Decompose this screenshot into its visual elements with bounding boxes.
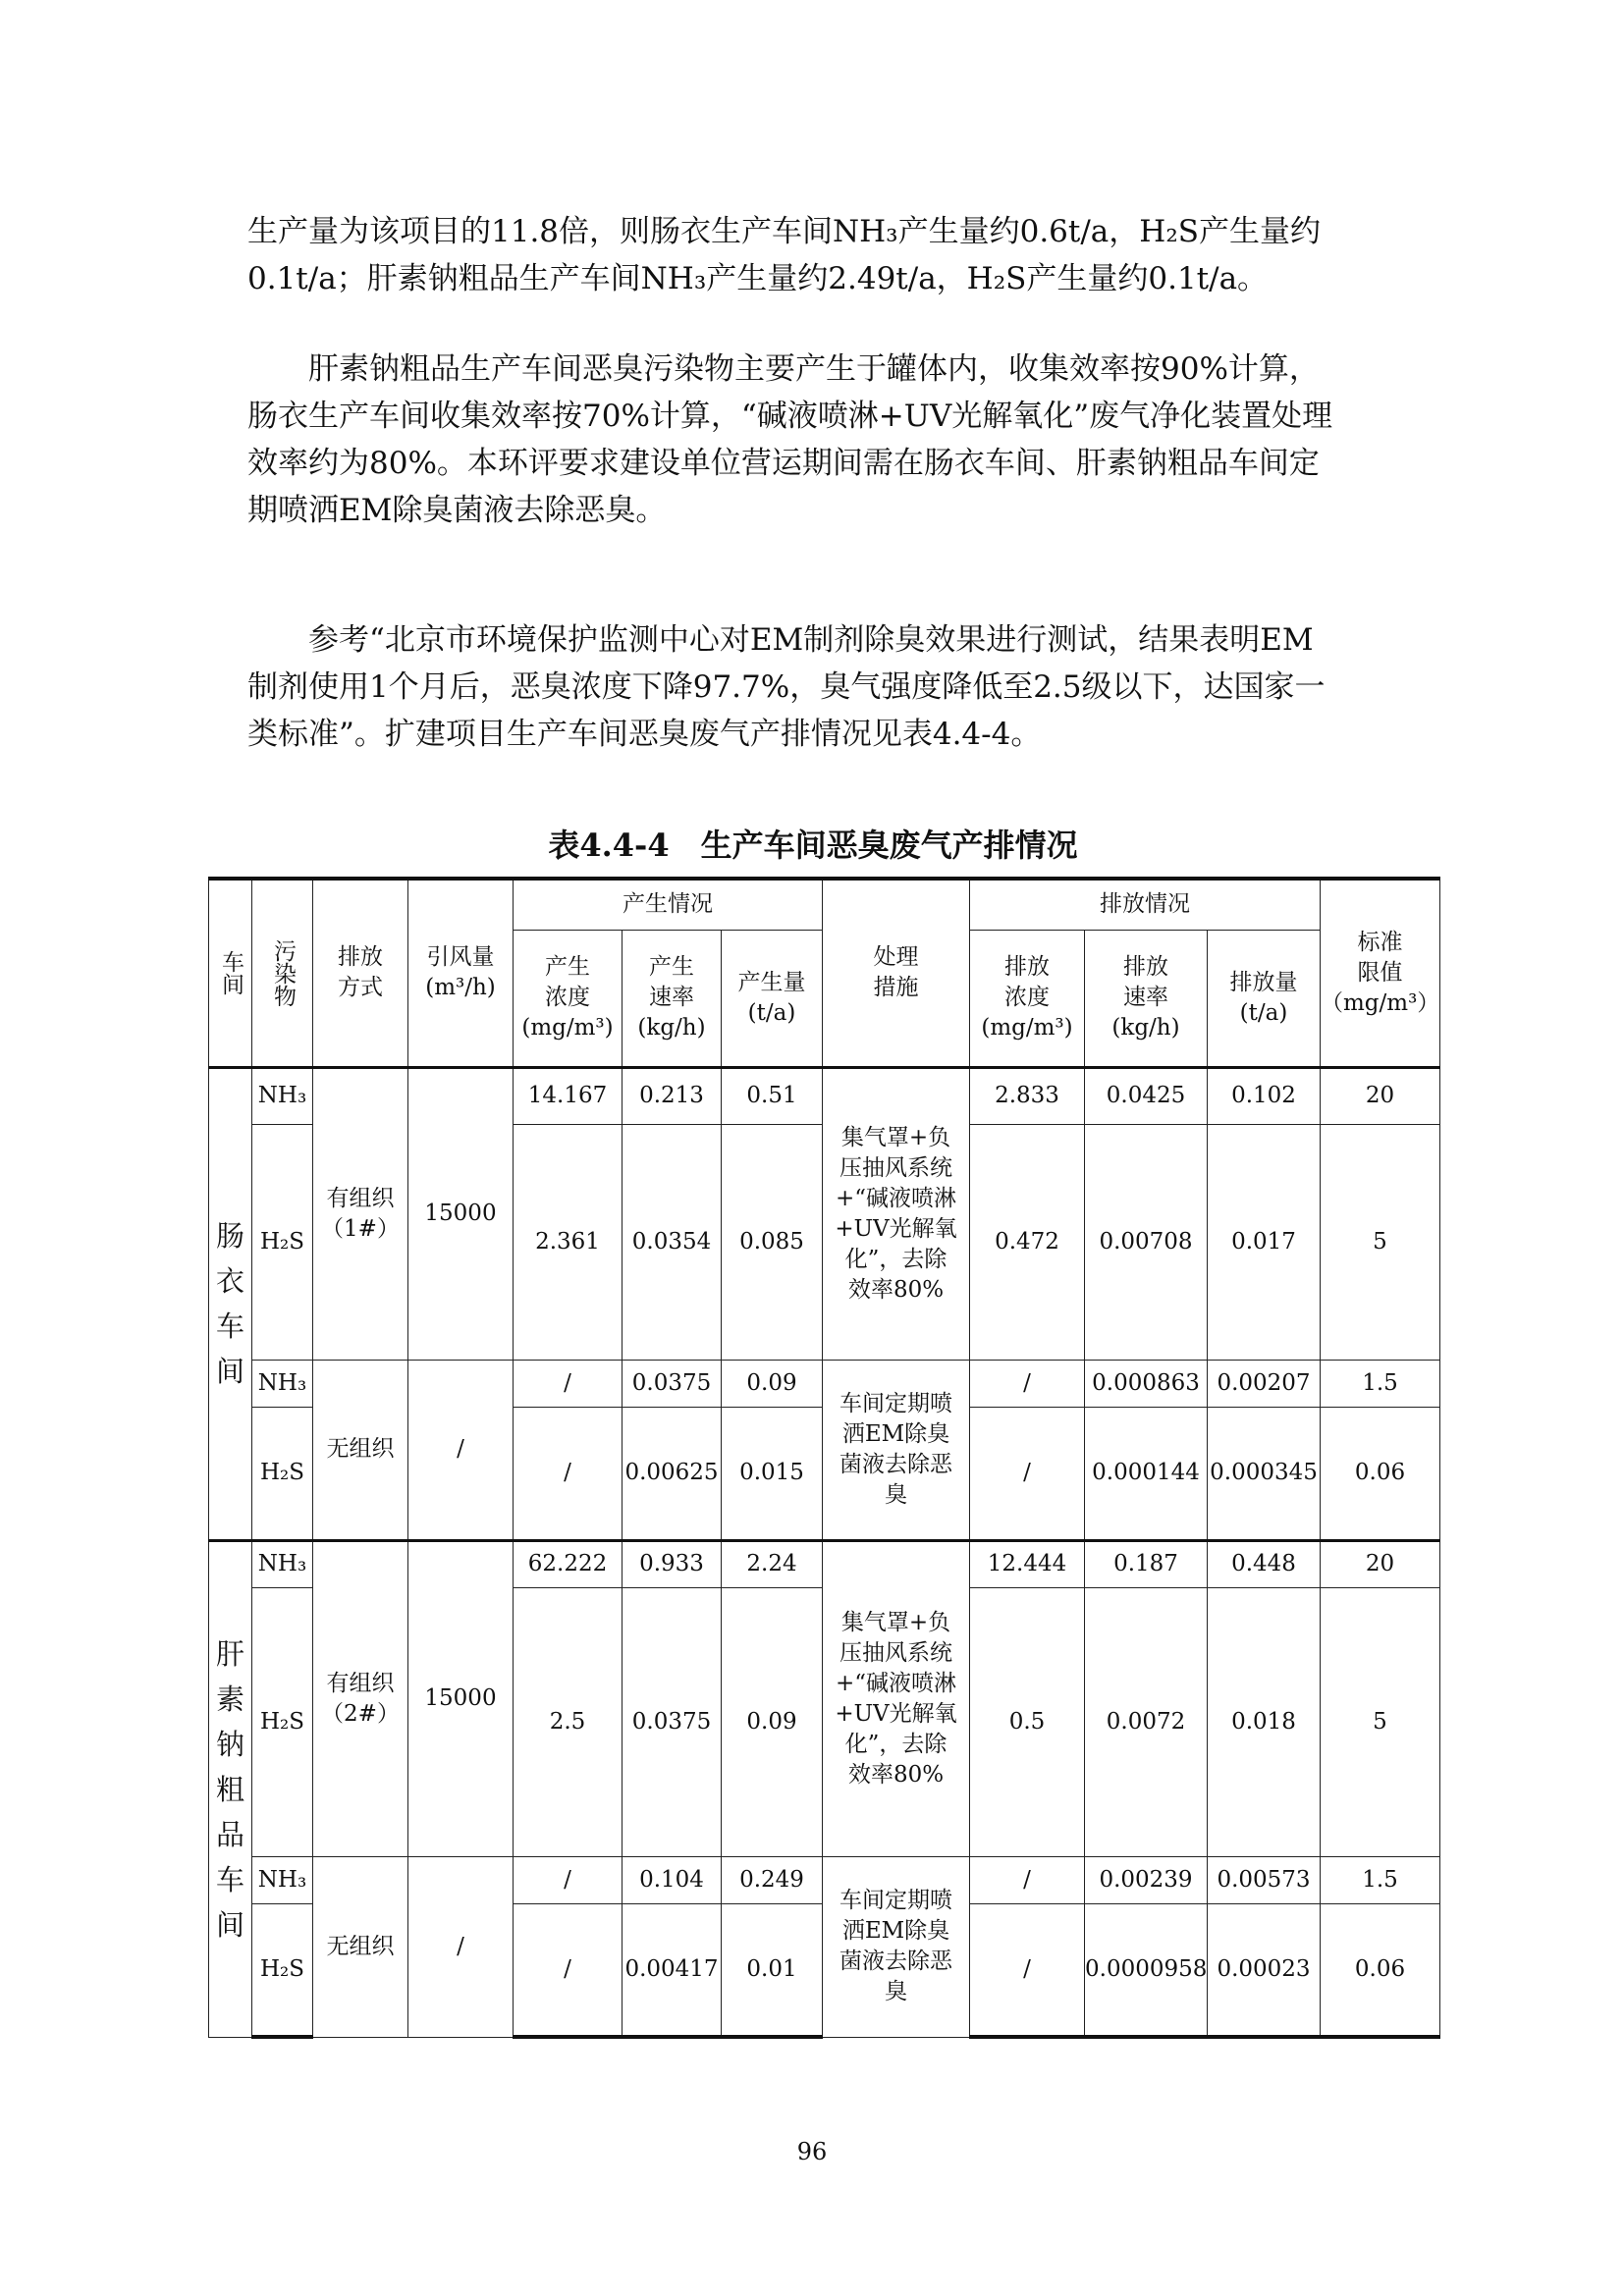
header-airflow-text: 引风量 — [426, 944, 495, 971]
amount-cell: 0.09 — [722, 1587, 823, 1856]
pollutant-cell: NH₃ — [252, 1067, 313, 1124]
pollutant-cell: H₂S — [252, 1587, 313, 1856]
text-line: 生产量为该项目的11.8倍，则肠衣生产车间NH₃产生量约0.6t/a，H₂S产生量约 — [247, 214, 1321, 249]
e-rate-cell: 0.00708 — [1085, 1124, 1208, 1360]
pollutant-cell: NH₃ — [252, 1360, 313, 1407]
conc-cell: / — [514, 1856, 623, 1903]
header-discharge-mode — [313, 879, 408, 1067]
header-generation-group: 产生情况 — [514, 879, 823, 930]
e-rate-cell: 0.000863 — [1085, 1360, 1208, 1407]
e-amount-cell: 0.102 — [1208, 1067, 1321, 1124]
rate-cell: 0.0375 — [623, 1360, 722, 1407]
text-line: 效率约为80%。本环评要求建设单位营运期间需在肠衣车间、肝素钠粗品车间定 — [247, 446, 1320, 481]
rate-cell: 0.00417 — [623, 1903, 722, 2037]
e-conc-cell: / — [970, 1903, 1085, 2037]
e-amount-cell: 0.00023 — [1208, 1903, 1321, 2037]
conc-cell: 14.167 — [514, 1067, 623, 1124]
pollutant-cell: H₂S — [252, 1903, 313, 2037]
mode-text: 有组织（1#） — [321, 1185, 400, 1242]
header-limit — [1321, 879, 1440, 1067]
limit-cell: 5 — [1321, 1587, 1440, 1856]
header-e-amount-text: 排放量 — [1229, 969, 1298, 995]
text-line: 参考“北京市环境保护监测中心对EM制剂除臭效果进行测试，结果表明EM — [308, 622, 1314, 658]
text-line: 肠衣生产车间收集效率按70%计算，“碱液喷淋+UV光解氧化”废气净化装置处理 — [247, 399, 1333, 434]
airflow-cell: 15000 — [408, 1067, 514, 1360]
text-line: 类标准”。扩建项目生产车间恶臭废气产排情况见表4.4-4。 — [247, 717, 1042, 752]
limit-cell: 20 — [1321, 1540, 1440, 1587]
limit-cell: 1.5 — [1321, 1856, 1440, 1903]
e-amount-cell: 0.017 — [1208, 1124, 1321, 1360]
e-rate-cell: 0.0072 — [1085, 1587, 1208, 1856]
treatment-text: 集气罩+负压抽风系统+“碱液喷淋+UV光解氧化”，去除效率80% — [835, 1609, 957, 1788]
limit-cell: 20 — [1321, 1067, 1440, 1124]
e-conc-cell: 2.833 — [970, 1067, 1085, 1124]
e-conc-cell: / — [970, 1360, 1085, 1407]
amount-cell: 2.24 — [722, 1540, 823, 1587]
amount-cell: 0.09 — [722, 1360, 823, 1407]
header-e-amount-unit: (t/a) — [1239, 999, 1288, 1026]
limit-cell: 1.5 — [1321, 1360, 1440, 1407]
conc-cell: / — [514, 1407, 623, 1540]
header-discharge-mode-text: 排放方式 — [338, 944, 383, 1001]
table-caption: 表4.4-4 生产车间恶臭废气产排情况 — [548, 827, 1078, 864]
e-conc-cell: / — [970, 1856, 1085, 1903]
limit-cell: 0.06 — [1321, 1903, 1440, 2037]
text-line: 期喷洒EM除臭菌液去除恶臭。 — [247, 493, 667, 528]
amount-cell: 0.015 — [722, 1407, 823, 1540]
e-amount-cell: 0.00207 — [1208, 1360, 1321, 1407]
pollutant-cell: H₂S — [252, 1407, 313, 1540]
table-row — [209, 1067, 1440, 1124]
header-conc-unit: (mg/m³) — [521, 1015, 614, 1041]
e-amount-cell: 0.000345 — [1208, 1407, 1321, 1540]
header-emission-group: 排放情况 — [970, 879, 1321, 930]
rate-cell: 0.933 — [623, 1540, 722, 1587]
treatment-text: 集气罩+负压抽风系统+“碱液喷淋+UV光解氧化”，去除效率80% — [835, 1124, 957, 1303]
header-amount — [722, 930, 823, 1067]
e-amount-cell: 0.00573 — [1208, 1856, 1321, 1903]
header-rate-text: 产生速率 — [649, 954, 694, 1010]
paragraph-1 — [247, 208, 1379, 302]
e-conc-cell: / — [970, 1407, 1085, 1540]
header-e-conc-unit: (mg/m³) — [981, 1015, 1073, 1041]
pollutant-cell: H₂S — [252, 1124, 313, 1360]
paragraph-3 — [247, 616, 1379, 758]
header-conc — [514, 930, 623, 1067]
rate-cell: 0.213 — [623, 1067, 722, 1124]
e-rate-cell: 0.187 — [1085, 1540, 1208, 1587]
conc-cell: 62.222 — [514, 1540, 623, 1587]
e-rate-cell: 0.0000958 — [1085, 1903, 1208, 2037]
treatment-cell — [823, 1856, 970, 2037]
text-line: 肝素钠粗品生产车间恶臭污染物主要产生于罐体内，收集效率按90%计算， — [308, 351, 1320, 387]
pollutant-cell: NH₃ — [252, 1540, 313, 1587]
e-rate-cell: 0.00239 — [1085, 1856, 1208, 1903]
table-row — [209, 1360, 1440, 1407]
limit-cell: 0.06 — [1321, 1407, 1440, 1540]
header-e-rate-text: 排放速率 — [1123, 954, 1168, 1010]
header-e-rate — [1085, 930, 1208, 1067]
header-limit-text: 标准限值 — [1357, 929, 1403, 986]
table-row — [209, 1540, 1440, 1587]
e-amount-cell: 0.448 — [1208, 1540, 1321, 1587]
header-rate-unit: (kg/h) — [637, 1015, 706, 1041]
workshop-cell — [209, 1067, 252, 1540]
header-treatment — [823, 879, 970, 1067]
rate-cell: 0.00625 — [623, 1407, 722, 1540]
table-row — [209, 1856, 1440, 1903]
airflow-cell: / — [408, 1360, 514, 1540]
mode-cell: 无组织 — [313, 1856, 408, 2037]
text-line: 制剂使用1个月后，恶臭浓度下降97.7%，臭气强度降低至2.5级以下，达国家一 — [247, 669, 1326, 705]
paragraph-2 — [247, 346, 1379, 534]
mode-text: 有组织（2#） — [321, 1670, 400, 1727]
airflow-cell: 15000 — [408, 1540, 514, 1856]
header-pollutant: 污染物 — [252, 879, 313, 1067]
conc-cell: 2.361 — [514, 1124, 623, 1360]
conc-cell: 2.5 — [514, 1587, 623, 1856]
amount-cell: 0.085 — [722, 1124, 823, 1360]
header-conc-text: 产生浓度 — [545, 954, 590, 1010]
mode-cell — [313, 1067, 408, 1360]
rate-cell: 0.104 — [623, 1856, 722, 1903]
mode-cell: 无组织 — [313, 1360, 408, 1540]
amount-cell: 0.51 — [722, 1067, 823, 1124]
workshop-cell — [209, 1540, 252, 2037]
e-conc-cell: 12.444 — [970, 1540, 1085, 1587]
header-e-rate-unit: (kg/h) — [1111, 1015, 1180, 1041]
rate-cell: 0.0354 — [623, 1124, 722, 1360]
rate-cell: 0.0375 — [623, 1587, 722, 1856]
airflow-cell: / — [408, 1856, 514, 2037]
header-amount-unit: (t/a) — [747, 999, 796, 1026]
header-e-amount — [1208, 930, 1321, 1067]
header-airflow — [408, 879, 514, 1067]
workshop-name: 肠衣车间 — [215, 1219, 244, 1388]
emission-table — [208, 877, 1440, 2039]
limit-cell: 5 — [1321, 1124, 1440, 1360]
e-rate-cell: 0.000144 — [1085, 1407, 1208, 1540]
treatment-cell — [823, 1360, 970, 1540]
header-treatment-text: 处理措施 — [873, 944, 919, 1001]
treatment-cell — [823, 1067, 970, 1360]
amount-cell: 0.249 — [722, 1856, 823, 1903]
treatment-text: 车间定期喷洒EM除臭菌液去除恶臭 — [839, 1888, 952, 2004]
e-conc-cell: 0.5 — [970, 1587, 1085, 1856]
page-number: 96 — [796, 2138, 828, 2165]
header-amount-text: 产生量 — [737, 969, 806, 995]
e-rate-cell: 0.0425 — [1085, 1067, 1208, 1124]
treatment-text: 车间定期喷洒EM除臭菌液去除恶臭 — [839, 1390, 952, 1508]
header-airflow-unit: (m³/h) — [425, 975, 496, 1001]
header-rate — [623, 930, 722, 1067]
amount-cell: 0.01 — [722, 1903, 823, 2037]
conc-cell: / — [514, 1903, 623, 2037]
pollutant-cell: NH₃ — [252, 1856, 313, 1903]
header-workshop: 车间 — [209, 879, 252, 1067]
treatment-cell — [823, 1540, 970, 1856]
mode-cell — [313, 1540, 408, 1856]
e-conc-cell: 0.472 — [970, 1124, 1085, 1360]
header-limit-unit: （mg/m³） — [1321, 989, 1440, 1016]
text-line: 0.1t/a；肝素钠粗品生产车间NH₃产生量约2.49t/a，H₂S产生量约0.1t/a。 — [247, 261, 1269, 296]
header-e-conc-text: 排放浓度 — [1004, 954, 1050, 1010]
workshop-name: 肝素钠粗品车间 — [215, 1636, 244, 1942]
e-amount-cell: 0.018 — [1208, 1587, 1321, 1856]
header-e-conc — [970, 930, 1085, 1067]
conc-cell: / — [514, 1360, 623, 1407]
